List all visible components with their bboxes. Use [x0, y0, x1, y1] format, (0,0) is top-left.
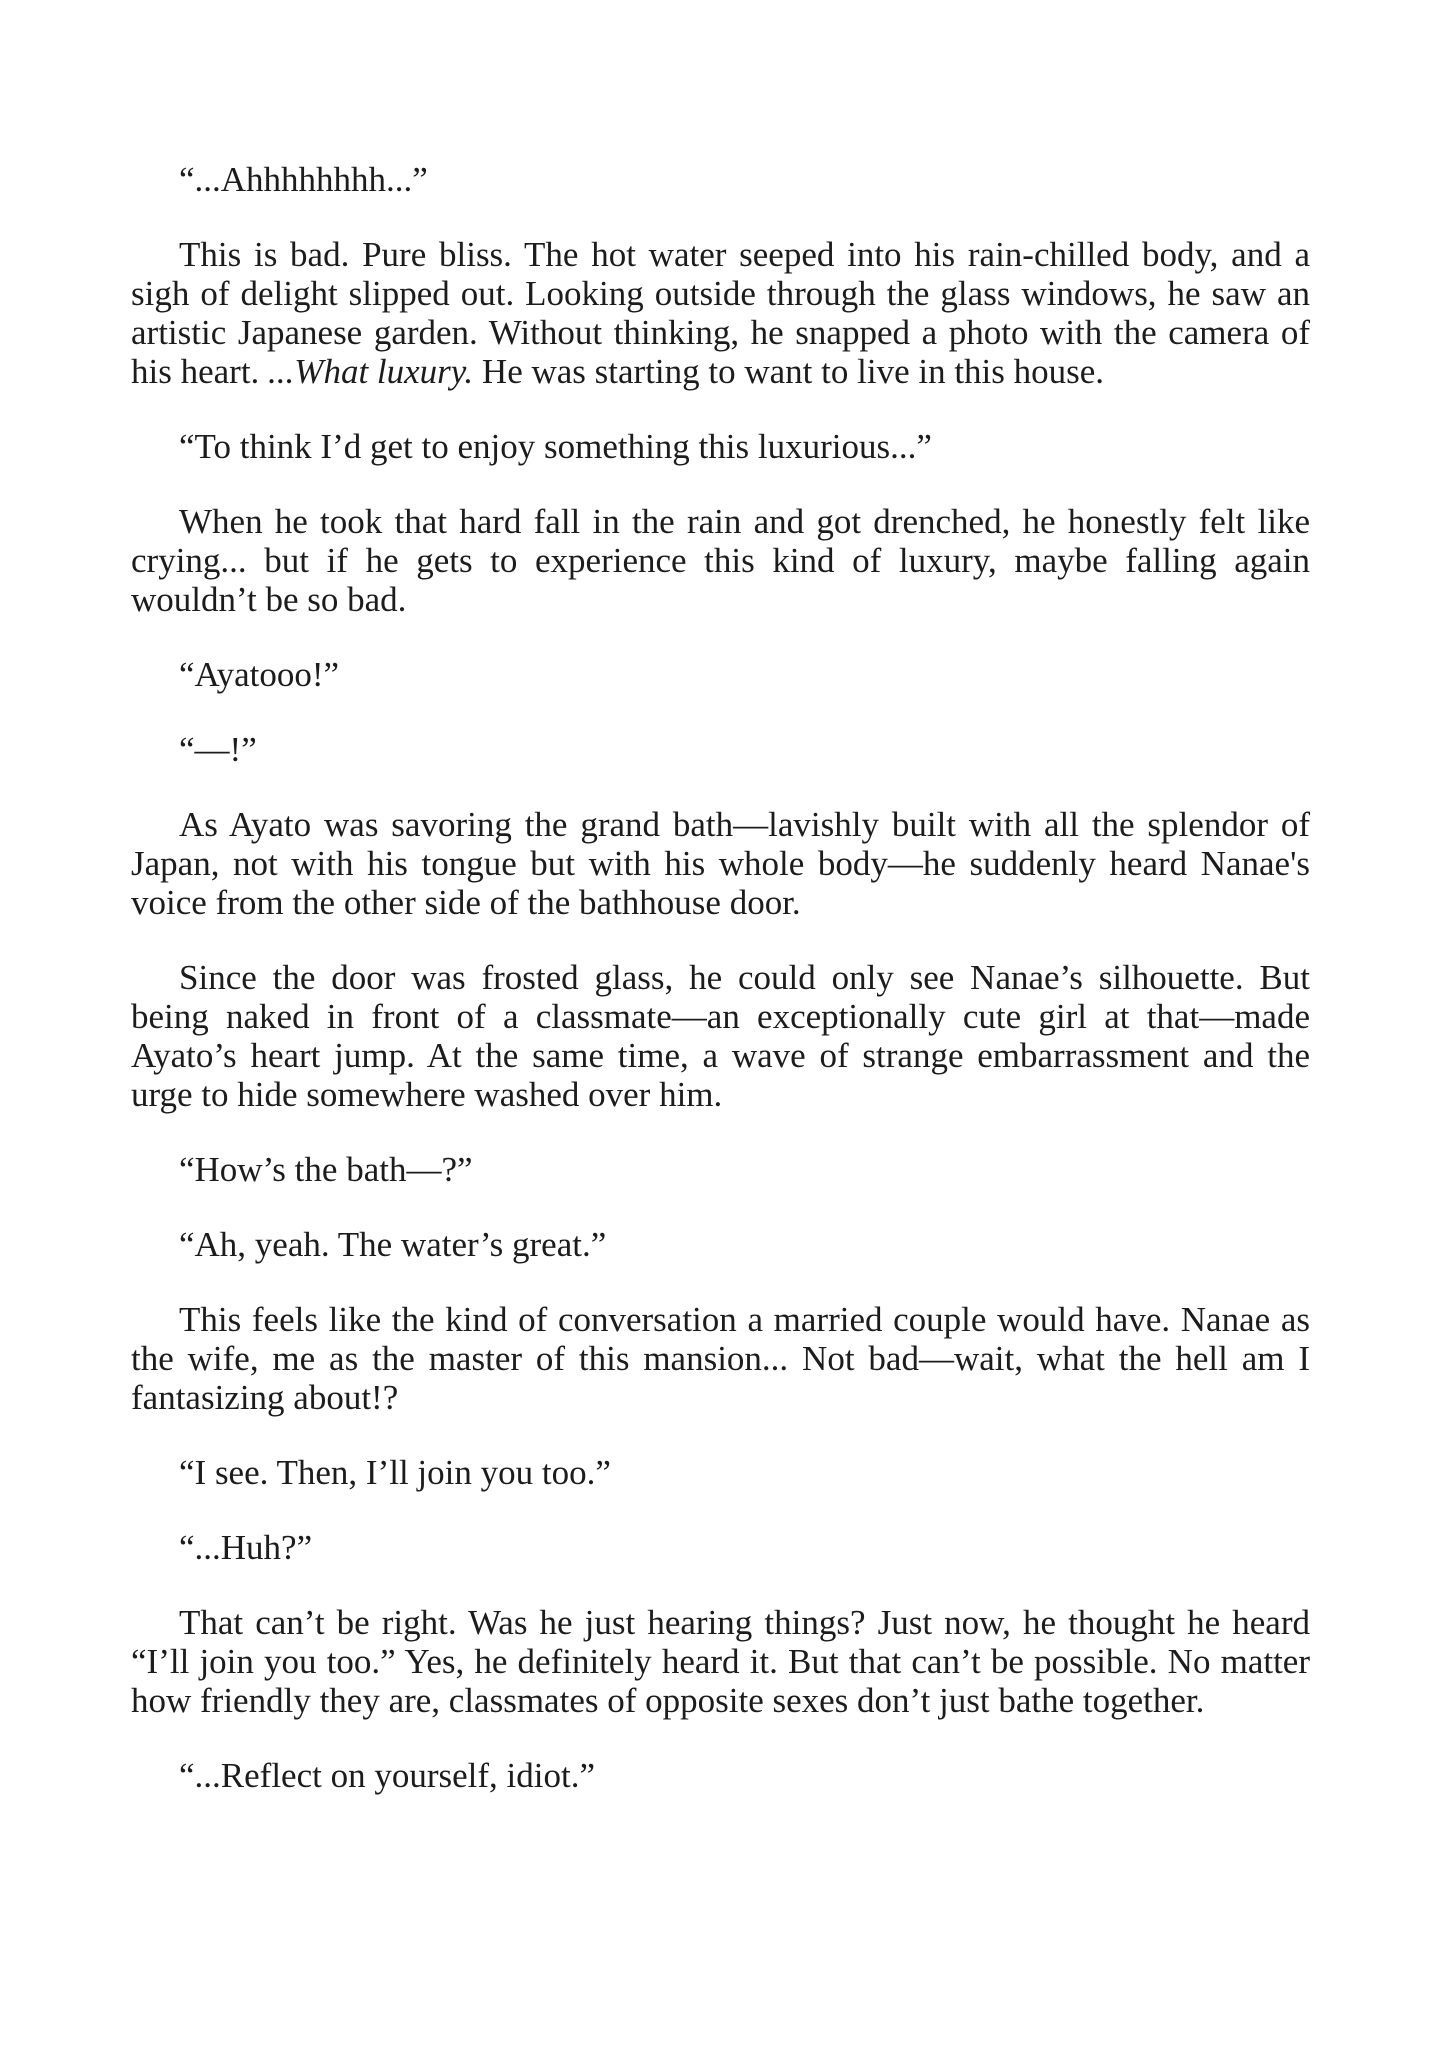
book-page [131, 160, 1310, 1831]
dialogue-line: “Ah, yeah. The water’s great.” [179, 1225, 607, 1264]
narration-paragraph: Since the door was frosted glass, he could only see Nanae’s silhouette. But being naked in front of a classmate—an exceptionally cute girl at that—made Ayato’s heart jump. At the same time, a wave of strange embarrassment and the urge to hide somewhere washed over him. [131, 958, 1310, 1114]
dialogue-line: “...Ahhhhhhhh...” [179, 160, 428, 199]
dialogue-line: “To think I’d get to enjoy something this luxurious...” [179, 427, 932, 466]
dialogue-line: “I see. Then, I’ll join you too.” [179, 1453, 611, 1492]
narration-paragraph: This feels like the kind of conversation a married couple would have. Nanae as the wife, me as the master of this mansion... Not bad—wait, what the hell am I fantasizing about!? [131, 1300, 1310, 1417]
narration-paragraph: As Ayato was savoring the grand bath—lavishly built with all the splendor of Japan, not with his tongue but with his whole body—he suddenly heard Nanae's voice from the other side of the bathhouse door. [131, 805, 1310, 922]
narration-paragraph: When he took that hard fall in the rain and got drenched, he honestly felt like crying... but if he gets to experience this kind of luxury, maybe falling again wouldn’t be so bad. [131, 502, 1310, 619]
dialogue-line: “—!” [179, 730, 257, 769]
dialogue-line: “Ayatooo!” [179, 655, 340, 694]
narration-paragraph [131, 235, 1310, 391]
narration-text: He was starting to want to live in this house. [473, 352, 1105, 391]
inner-thought: ...What luxury. [268, 352, 474, 391]
dialogue-line: “How’s the bath—?” [179, 1150, 473, 1189]
narration-paragraph: That can’t be right. Was he just hearing things? Just now, he thought he heard “I’ll join you too.” Yes, he definitely heard it. But that can’t be possible. No matter how friendly they are, classmates of opposite sexes don’t just bathe together. [131, 1603, 1310, 1720]
dialogue-line: “...Reflect on yourself, idiot.” [179, 1756, 595, 1795]
narration-text: This is bad. Pure bliss. The hot water seeped into his rain-chilled body, and a sigh of delight slipped out. Looking outside through the glass windows, he saw an artistic Japanese garden. Without thinking, he snapped a photo with the camera of his heart. [131, 235, 1310, 391]
dialogue-line: “...Huh?” [179, 1528, 313, 1567]
